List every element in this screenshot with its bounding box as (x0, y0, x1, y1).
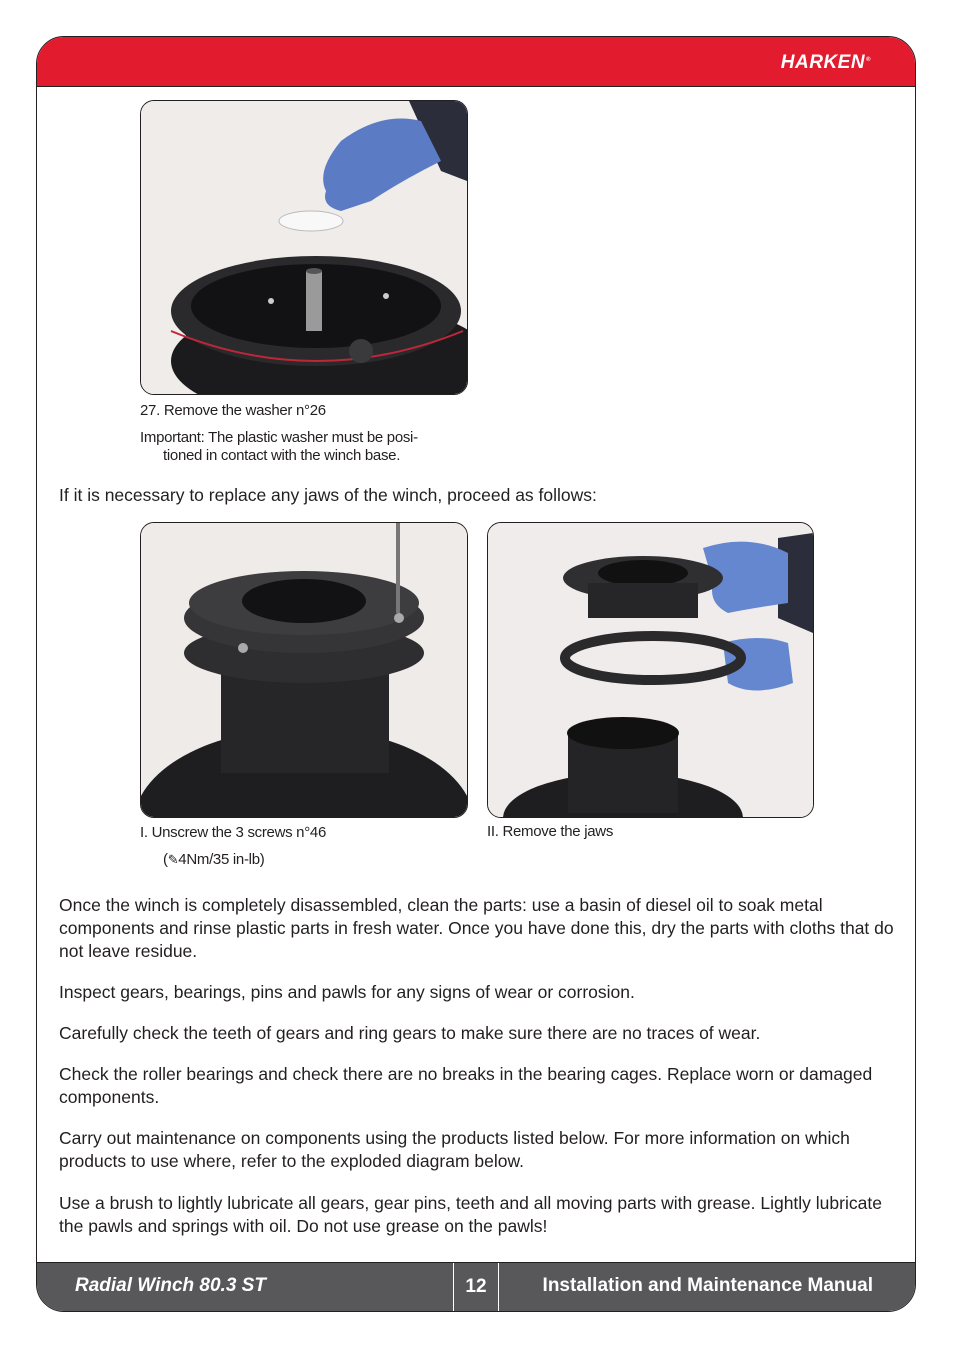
harken-logo: HARKEN® (780, 52, 871, 73)
caption-I: I. Unscrew the 3 screws n°46 (140, 824, 327, 841)
caption-27-note-line2: tioned in contact with the winch base. (163, 447, 401, 464)
paragraph-inspect: Inspect gears, bearings, pins and pawls for any signs of wear or corrosion. (59, 982, 635, 1002)
caption-27: 27. Remove the washer n°26 (140, 402, 326, 419)
paragraph-lubricate: Use a brush to lightly lubricate all gears, gear pins, teeth and all moving parts with grease. Lightly lubricate the pawls and springs with oil. Do not use grease on the pawls! (59, 1193, 882, 1236)
paragraph-roller-bearings: Check the roller bearings and check there are no breaks in the bearing cages. Replace worn or damaged components. (59, 1064, 873, 1107)
photo-remove-washer (140, 100, 468, 395)
wrench-icon: ✎ (167, 852, 179, 867)
caption-II: II. Remove the jaws (487, 823, 614, 840)
intro-paragraph: If it is necessary to replace any jaws of the winch, proceed as follows: (59, 485, 597, 505)
paragraph-maintenance-products: Carry out maintenance on components using the products listed below. For more information on which products to use where, refer to the exploded diagram below. (59, 1128, 850, 1171)
photo-remove-jaws (487, 522, 814, 818)
paragraph-clean-parts: Once the winch is completely disassembled, clean the parts: use a basin of diesel oil to soak metal components and rinse plastic parts in fresh water. Once you have done this, dry the parts with cloths that do not leave residue. (59, 895, 894, 961)
caption-I-torque: (✎4Nm/35 in-lb) (163, 851, 265, 868)
photo-unscrew-screws (140, 522, 468, 818)
page-number: 12 (453, 1263, 499, 1311)
header-band (37, 37, 915, 87)
footer-product-name: Radial Winch 80.3 ST (75, 1275, 266, 1296)
footer-band (37, 1262, 915, 1311)
footer-manual-title: Installation and Maintenance Manual (542, 1275, 873, 1296)
caption-27-note-line1: Important: The plastic washer must be posi- (140, 429, 418, 446)
paragraph-check-teeth: Carefully check the teeth of gears and ring gears to make sure there are no traces of wear. (59, 1023, 761, 1043)
